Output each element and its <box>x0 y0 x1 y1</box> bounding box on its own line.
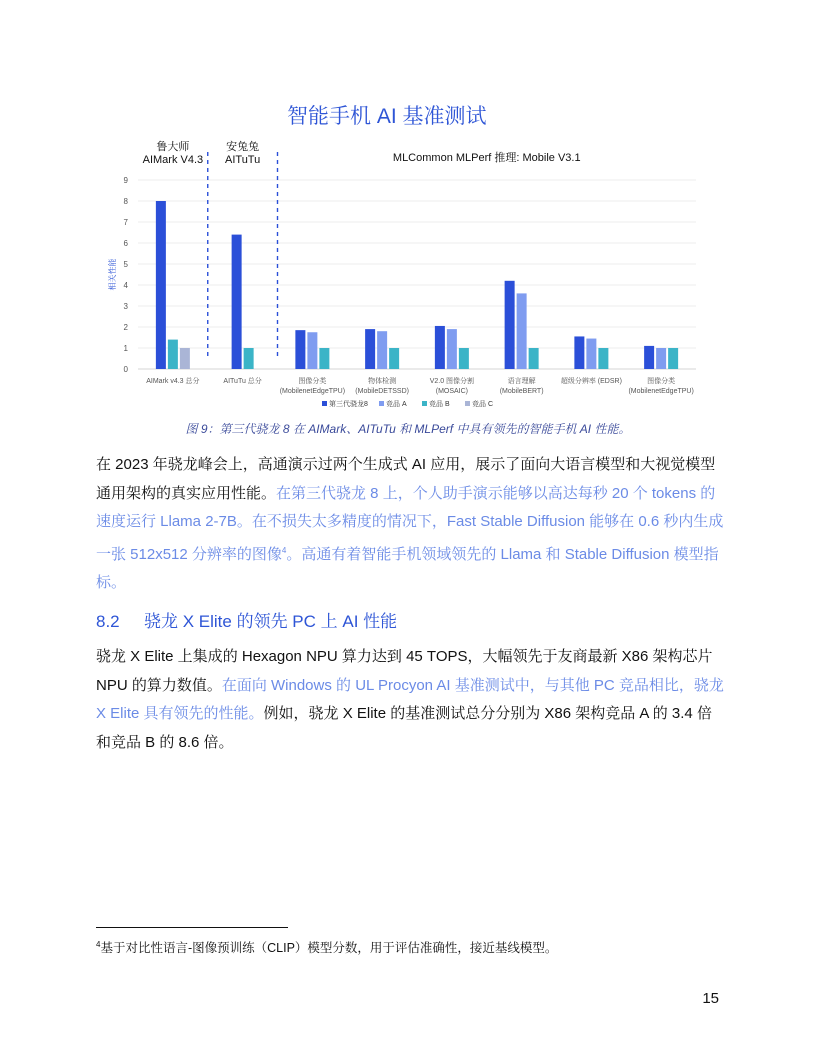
x-category-label: 语言理解 <box>507 378 536 385</box>
section-number: 8.2 <box>96 612 120 631</box>
bar <box>295 330 305 369</box>
bar <box>644 346 654 369</box>
bar <box>307 332 317 369</box>
x-category-label: 图像分类 <box>647 378 676 385</box>
y-tick-label: 3 <box>123 302 128 311</box>
paragraph-snapdragon-summit <box>96 451 726 598</box>
bar <box>505 281 515 369</box>
bar <box>319 348 329 369</box>
paragraph2-normal1: 骁龙 X Elite 上集成的 Hexagon NPU 算力达到 45 TOPS，大幅领先于友商最新 X86 架构芯片 NPU 的算力数值。 <box>96 648 713 694</box>
bar <box>168 340 178 369</box>
bar <box>377 331 387 369</box>
legend-swatch <box>465 401 470 406</box>
page-number: 15 <box>702 990 719 1007</box>
bar <box>244 348 254 369</box>
legend-label: 竞品 B <box>429 401 450 408</box>
y-tick-label: 4 <box>123 281 128 290</box>
paragraph1-highlight-tail: 。高通有着智能手机领域领先的 Llama 和 Stable Diffusion 模型指标。 <box>96 545 719 591</box>
x-category-label: (MOSAIC) <box>435 388 469 395</box>
legend-swatch <box>322 401 327 406</box>
bar <box>598 348 608 369</box>
bar <box>459 348 469 369</box>
bar <box>180 348 190 369</box>
y-tick-label: 1 <box>123 344 128 353</box>
bar <box>574 336 584 369</box>
section-heading <box>96 607 397 632</box>
y-tick-label: 7 <box>123 218 128 227</box>
footnote <box>96 938 557 956</box>
x-category-label: AITuTu 总分 <box>223 378 262 385</box>
section-title: 骁龙 X Elite 的领先 PC 上 AI 性能 <box>144 612 398 631</box>
paragraph1-normal: 在 2023 年骁龙峰会上，高通演示过两个生成式 AI 应用，展示了面向大语言模型和大视觉模型通用架构的真实应用性能。 <box>96 456 716 502</box>
group-label: 安兔兔 <box>226 141 260 153</box>
y-tick-label: 6 <box>123 239 128 248</box>
footnote-divider <box>96 927 288 928</box>
x-category-label: (MobilenetEdgeTPU) <box>628 388 694 395</box>
footnote-marker: 4 <box>96 939 101 949</box>
y-tick-label: 9 <box>123 176 128 185</box>
y-tick-label: 5 <box>123 260 128 269</box>
legend-label: 竞品 A <box>386 401 407 408</box>
legend-label: 竞品 C <box>472 401 493 408</box>
x-category-label: AIMark v4.3 总分 <box>146 378 200 385</box>
bar <box>529 348 539 369</box>
paragraph2-normal2: 例如，骁龙 X Elite 的基准测试总分分别为 X86 架构竞品 A 的 3.4 倍和竞品 B 的 8.6 倍。 <box>96 705 712 751</box>
figure-caption: 图 9：第三代骁龙 8 在 AIMark、AITuTu 和 MLPerf 中具有领先的智能手机 AI 性能。 <box>185 422 631 436</box>
paragraph1-footnote-ref: 4 <box>281 545 287 555</box>
legend-label: 第三代骁龙8 <box>329 401 368 408</box>
bar <box>156 201 166 369</box>
x-category-label: 图像分类 <box>298 378 327 385</box>
x-category-label: (MobileDETSSD) <box>355 388 409 395</box>
legend-swatch <box>422 401 427 406</box>
bar <box>586 339 596 369</box>
x-category-label: 物体检测 <box>368 378 397 385</box>
y-tick-label: 0 <box>123 365 128 374</box>
bar <box>656 348 666 369</box>
x-category-label: 超级分辨率 (EDSR) <box>560 378 622 385</box>
bar <box>517 293 527 369</box>
y-tick-label: 8 <box>123 197 128 206</box>
x-category-label: (MobilenetEdgeTPU) <box>279 388 346 395</box>
x-category-label: (MobileBERT) <box>499 388 544 395</box>
legend-swatch <box>379 401 384 406</box>
footnote-text: 基于对比性语言-图像预训练（CLIP）模型分数，用于评估准确性，接近基线模型。 <box>100 941 558 955</box>
group-label: MLCommon MLPerf 推理: Mobile V3.1 <box>392 152 581 164</box>
bar <box>668 348 678 369</box>
paragraph1-highlight: 在第三代骁龙 8 上，个人助手演示能够以高达每秒 20 个 tokens 的速度运行 Llama 2-7B。在不损失太多精度的情况下，Fast Stable Diffusion 能够在 0.6 秒内生成一张 512x512 分辨率的图像 <box>96 484 724 563</box>
chart-title: 智能手机 AI 基准测试 <box>287 105 487 128</box>
y-axis-label: 相关性能 <box>108 258 117 291</box>
x-category-label: V2.0 图像分割 <box>429 378 475 385</box>
bar <box>365 329 375 369</box>
bar <box>389 348 399 369</box>
group-label: AITuTu <box>224 154 261 166</box>
paragraph2-highlight: 在面向 Windows 的 UL Procyon AI 基准测试中，与其他 PC 竞品相比，骁龙 X Elite 具有领先的性能。 <box>96 676 724 722</box>
bar <box>447 329 457 369</box>
y-tick-label: 2 <box>123 323 128 332</box>
group-label: AIMark V4.3 <box>142 154 204 166</box>
bar <box>435 326 445 369</box>
group-label: 鲁大师 <box>156 141 190 153</box>
paragraph-x-elite <box>96 643 726 757</box>
ai-benchmark-bar-chart <box>100 140 710 420</box>
bar <box>232 235 242 369</box>
